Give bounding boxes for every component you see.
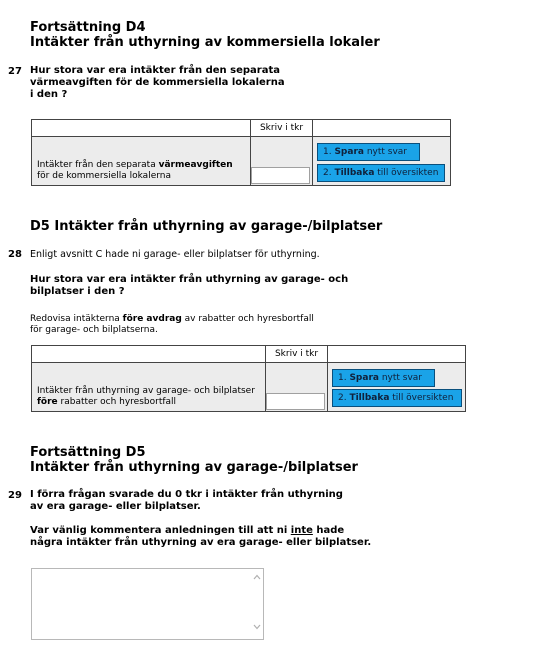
question-28-line2: bilplatser i den ? bbox=[30, 286, 125, 297]
back-button-bold: Tillbaka bbox=[334, 168, 375, 178]
back-button-rest: till översikten bbox=[389, 393, 454, 403]
q27-row-label bbox=[32, 137, 251, 186]
chevron-up-icon[interactable] bbox=[253, 573, 261, 583]
back-button-rest: till översikten bbox=[374, 168, 439, 178]
question-29-line3 bbox=[30, 525, 371, 537]
question-27-line2: värmeavgiften för de kommersiella lokalerna bbox=[30, 77, 285, 88]
question-28-line1: Hur stora var era intäkter från uthyrning av garage- och bbox=[30, 274, 349, 285]
question-29-spacer bbox=[30, 513, 371, 525]
instruction-line2: för garage- och bilplatserna. bbox=[30, 325, 158, 335]
section-title-d4-continued: Fortsättning D4 bbox=[30, 20, 146, 35]
save-button-rest: nytt svar bbox=[363, 147, 408, 157]
q27-row-label-bold: värmeavgiften bbox=[158, 160, 233, 170]
q28-row-label-line1: Intäkter från uthyrning av garage- och bilplatser bbox=[37, 386, 255, 396]
question-29-line2: av era garage- eller bilplatser. bbox=[30, 501, 201, 512]
save-button-bold: Spara bbox=[334, 147, 364, 157]
save-button-num: 1. bbox=[338, 373, 350, 383]
instruction-post: av rabatter och hyresbortfall bbox=[181, 314, 314, 324]
question-27-text bbox=[30, 65, 285, 101]
q27-back-button[interactable] bbox=[317, 164, 445, 182]
q27-row-label-line2: för de kommersiella lokalerna bbox=[37, 171, 171, 181]
back-button-num: 2. bbox=[323, 168, 335, 178]
question-28-intro: Enligt avsnitt C hade ni garage- eller bilplatser för uthyrning. bbox=[30, 249, 320, 260]
q29-comment-textarea[interactable] bbox=[31, 568, 264, 640]
q28-back-button[interactable] bbox=[332, 389, 462, 407]
question-number-27: 27 bbox=[8, 66, 22, 77]
question-27-line3: i den ? bbox=[30, 89, 68, 100]
section-subtitle-garage: Intäkter från uthyrning av garage-/bilplatser bbox=[30, 460, 358, 475]
question-29-text bbox=[30, 489, 371, 549]
q27-income-input[interactable] bbox=[251, 167, 310, 184]
instruction-pre: Redovisa intäkterna bbox=[30, 314, 123, 324]
q28-save-button[interactable] bbox=[332, 369, 435, 387]
q28-row-label-post: rabatter och hyresbortfall bbox=[57, 397, 177, 407]
question-27-line1: Hur stora var era intäkter från den separata bbox=[30, 65, 281, 76]
question-28-text bbox=[30, 274, 348, 298]
instruction-bold: före avdrag bbox=[122, 314, 182, 324]
q28-row-label-bold: före bbox=[37, 397, 58, 407]
q28-header-empty bbox=[32, 346, 266, 363]
question-29-line4: några intäkter från uthyrning av era garage- eller bilplatser. bbox=[30, 537, 372, 548]
q27-save-button[interactable] bbox=[317, 143, 420, 161]
q27-column-header: Skriv i tkr bbox=[251, 120, 313, 137]
q28-column-header: Skriv i tkr bbox=[266, 346, 328, 363]
question-29-line3-post: hade bbox=[312, 525, 345, 536]
q29-scrollbar[interactable] bbox=[251, 569, 263, 639]
back-button-bold: Tillbaka bbox=[349, 393, 390, 403]
q28-row-label bbox=[32, 363, 266, 412]
save-button-rest: nytt svar bbox=[378, 373, 423, 383]
q28-income-input[interactable] bbox=[266, 393, 325, 410]
section-title-d5-continued: Fortsättning D5 bbox=[30, 445, 146, 460]
section-subtitle-commercial: Intäkter från uthyrning av kommersiella lokaler bbox=[30, 35, 380, 50]
question-number-28: 28 bbox=[8, 249, 22, 260]
save-button-num: 1. bbox=[323, 147, 335, 157]
q27-header-empty bbox=[32, 120, 251, 137]
chevron-down-icon[interactable] bbox=[253, 623, 261, 633]
question-29-line3-pre: Var vänlig kommentera anledningen till att ni bbox=[30, 525, 291, 536]
question-number-29: 29 bbox=[8, 490, 22, 501]
q27-row-label-pre: Intäkter från den separata bbox=[37, 160, 159, 170]
q28-header-actions bbox=[328, 346, 466, 363]
section-title-d5: D5 Intäkter från uthyrning av garage-/bilplatser bbox=[30, 219, 383, 234]
question-28-instruction bbox=[30, 314, 314, 336]
q27-header-actions bbox=[313, 120, 451, 137]
question-29-underlined: inte bbox=[290, 525, 313, 536]
save-button-bold: Spara bbox=[349, 373, 379, 383]
back-button-num: 2. bbox=[338, 393, 350, 403]
question-29-line1: I förra frågan svarade du 0 tkr i intäkter från uthyrning bbox=[30, 489, 343, 500]
